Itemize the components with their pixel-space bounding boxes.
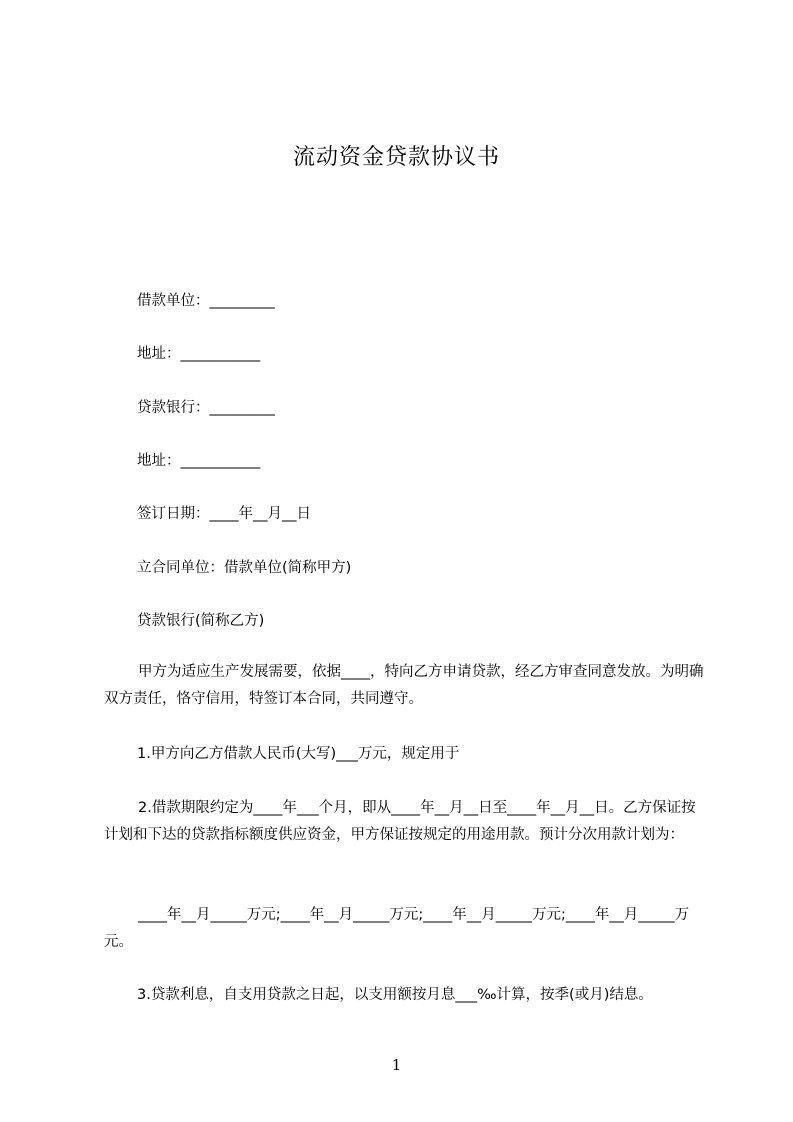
clause-3: 3.贷款利息，自支用贷款之日起，以支用额按月息___‰计算，按季(或月)结息。	[137, 987, 653, 1003]
lender-short-name: 贷款银行(简称乙方)	[137, 613, 265, 629]
page-number: 1	[391, 1056, 402, 1074]
lender-bank-field: 贷款银行：_________	[137, 400, 275, 416]
page-title: 流动资金贷款协议书	[292, 145, 500, 170]
borrower-address-field: 地址：___________	[137, 346, 261, 362]
contracting-parties: 立合同单位：借款单位(简称甲方)	[137, 560, 352, 576]
intro-paragraph: 甲方为适应生产发展需要，依据____，特向乙方申请贷款，经乙方审查同意发放。为明确双方责任，恪守信用，特签订本合同，共同遵守。	[104, 664, 704, 707]
clause-2: 2.借款期限约定为____年___个月，即从____年__月__日至____年__月__日。乙方保证按计划和下达的贷款指标额度供应资金，甲方保证按规定的用途用款。预计分次用款计划为：	[104, 800, 696, 843]
loan-schedule: ____年__月_____万元;____年__月_____万元;____年__月_____万元;____年__月_____万元。	[104, 907, 690, 950]
bank-address-field: 地址：___________	[137, 453, 261, 469]
borrower-field: 借款单位：_________	[137, 293, 275, 309]
sign-date-field: 签订日期：____年__月__日	[137, 506, 311, 522]
clause-1: 1.甲方向乙方借款人民币(大写)___万元，规定用于	[137, 746, 460, 762]
